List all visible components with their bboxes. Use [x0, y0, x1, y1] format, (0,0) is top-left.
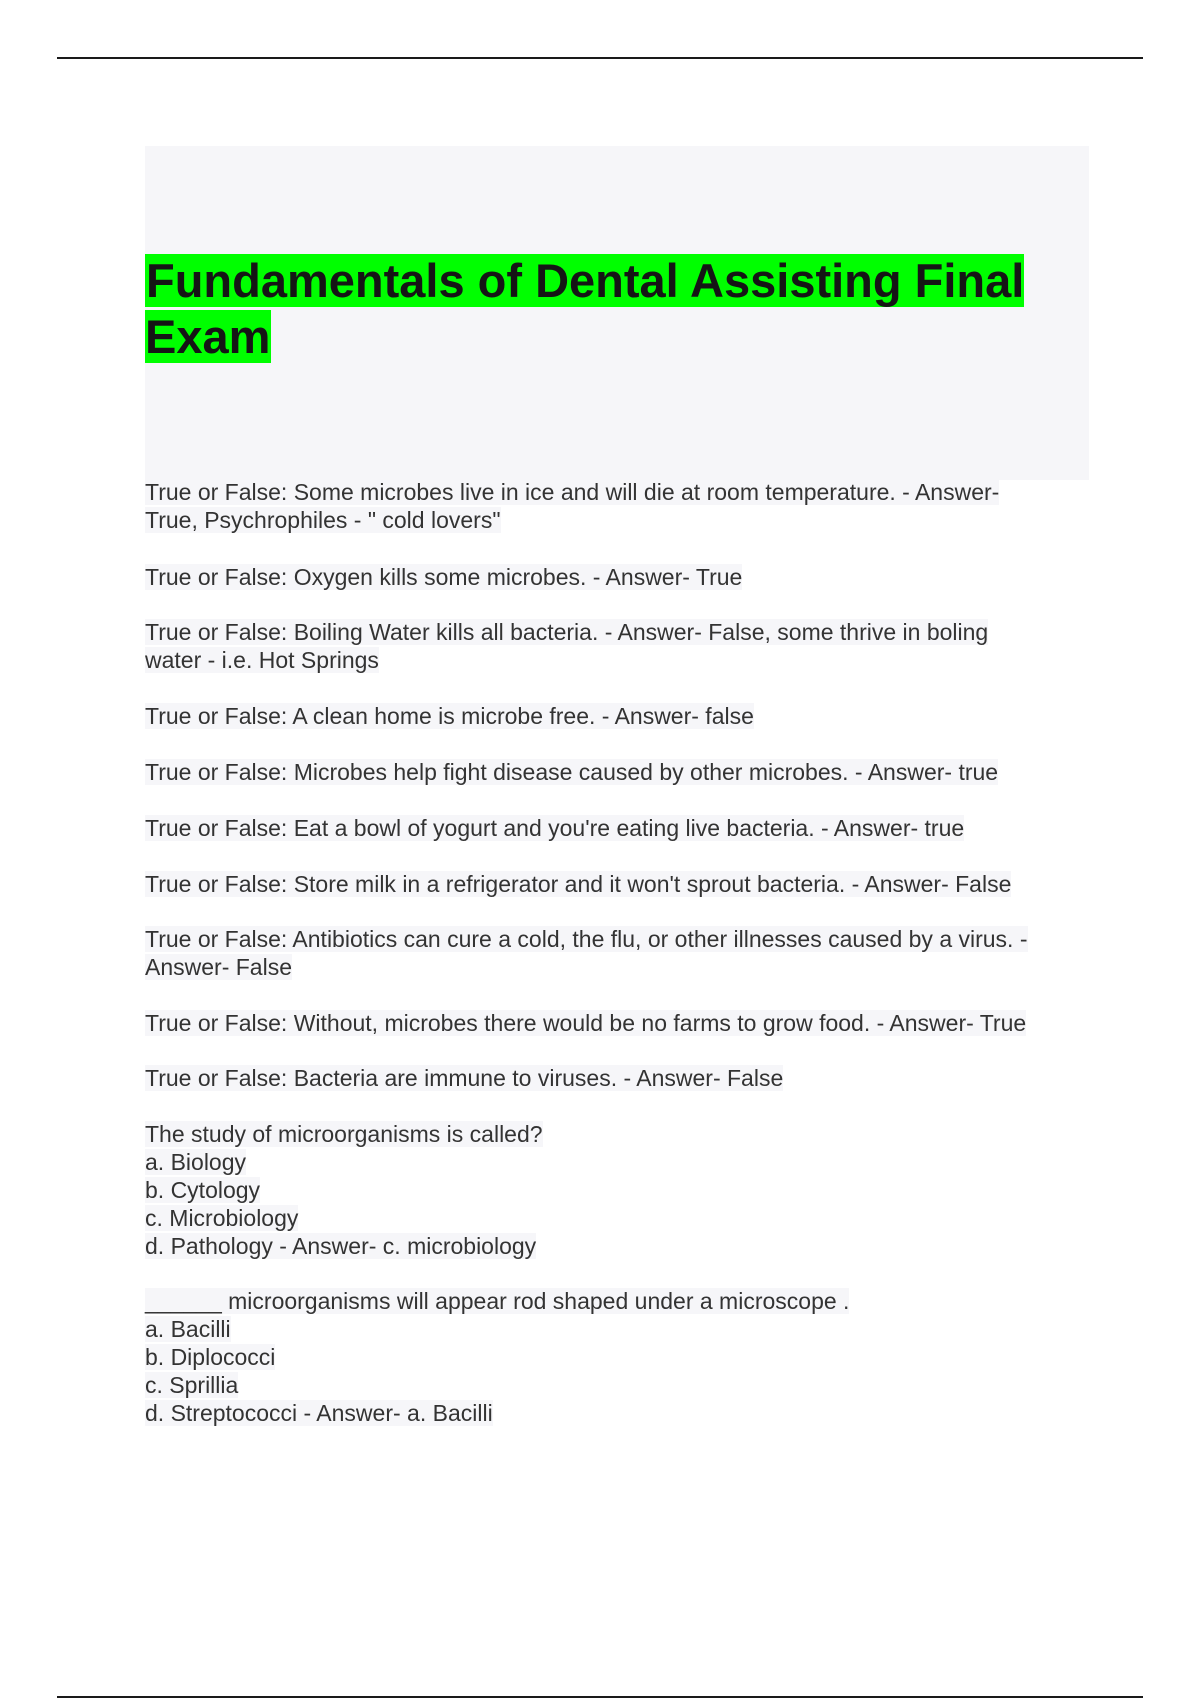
qa-line: True or False: A clean home is microbe free. - Answer- false [145, 703, 754, 729]
title-highlight: Fundamentals of Dental Assisting Final Exam [145, 254, 1025, 363]
qa-line: water - i.e. Hot Springs [145, 647, 379, 673]
qa-line: b. Cytology [145, 1177, 261, 1203]
qa-line: c. Microbiology [145, 1205, 299, 1231]
qa-line: True, Psychrophiles - " cold lovers" [145, 507, 501, 533]
qa-line: True or False: Some microbes live in ice and will die at room temperature. - Answer- [145, 479, 1000, 505]
qa-item-10 [145, 1064, 783, 1092]
qa-line: b. Diplococci [145, 1344, 276, 1370]
qa-item-4 [145, 702, 754, 730]
qa-line: ______ microorganisms will appear rod shaped under a microscope . [145, 1288, 850, 1314]
qa-item-5 [145, 758, 998, 786]
qa-line: a. Biology [145, 1149, 247, 1175]
qa-line: a. Bacilli [145, 1316, 231, 1342]
qa-item-8 [145, 925, 1028, 981]
qa-line: True or False: Eat a bowl of yogurt and you're eating live bacteria. - Answer- true [145, 815, 965, 841]
qa-line: d. Streptococci - Answer- a. Bacilli [145, 1400, 493, 1426]
qa-line: True or False: Bacteria are immune to viruses. - Answer- False [145, 1065, 784, 1091]
qa-line: True or False: Antibiotics can cure a cold, the flu, or other illnesses caused by a virus. - [145, 926, 1028, 952]
qa-item-6 [145, 814, 964, 842]
qa-line: True or False: Microbes help fight disease caused by other microbes. - Answer- true [145, 759, 999, 785]
qa-line: d. Pathology - Answer- c. microbiology [145, 1233, 537, 1259]
qa-line: True or False: Boiling Water kills all bacteria. - Answer- False, some thrive in boling [145, 619, 989, 645]
qa-line: True or False: Without, microbes there would be no farms to grow food. - Answer- True [145, 1010, 1027, 1036]
top-rule [57, 57, 1143, 59]
qa-item-7 [145, 870, 1011, 898]
qa-item-3 [145, 618, 988, 674]
bottom-rule [57, 1696, 1143, 1698]
qa-item-1 [145, 478, 999, 534]
qa-item-11 [145, 1120, 543, 1260]
qa-line: c. Sprillia [145, 1372, 239, 1398]
qa-item-9 [145, 1009, 1026, 1037]
qa-line: True or False: Store milk in a refrigerator and it won't sprout bacteria. - Answer- False [145, 871, 1012, 897]
qa-item-2 [145, 563, 742, 591]
qa-item-12 [145, 1287, 849, 1427]
document-title [145, 253, 1075, 365]
qa-line: Answer- False [145, 954, 292, 980]
qa-line: The study of microorganisms is called? [145, 1121, 543, 1147]
qa-line: True or False: Oxygen kills some microbes. - Answer- True [145, 564, 743, 590]
